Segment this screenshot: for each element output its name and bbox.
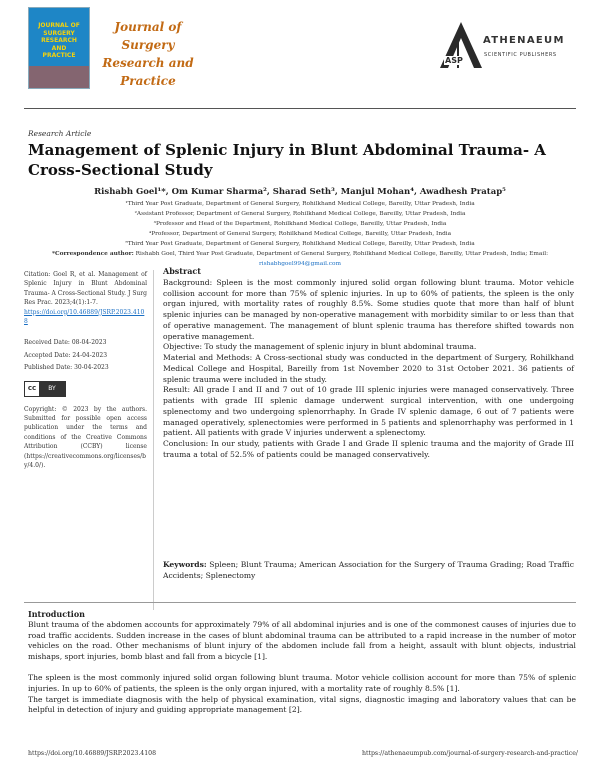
cc-by-license-badge[interactable] — [24, 381, 66, 397]
publisher-subtitle: SCIENTIFIC PUBLISHERS — [484, 52, 557, 58]
intro-paragraph-2: The spleen is the most commonly injured solid organ following blunt trauma. Motor vehicle collision account for more than 75% of splenic injuries. In up to 60% of patients, the spleen is the only organ injured, with a mortality rate of roughly 8.5% [1]. — [28, 672, 576, 693]
email-link[interactable]: rishabhgoel994@gmail.com — [258, 261, 342, 267]
by-icon: BY — [39, 382, 65, 396]
keywords-label: Keywords: — [163, 560, 207, 569]
citation-sidebar — [24, 270, 154, 610]
article-title: Management of Splenic Injury in Blunt Abdominal Trauma- A Cross-Sectional Study — [28, 141, 546, 179]
cover-graphic — [29, 66, 89, 88]
received-date: Received Date: 08-04-2023 — [24, 339, 107, 347]
correspondence-label: *Correspondence author: — [51, 251, 134, 257]
introduction — [28, 609, 576, 716]
affiliation-3: ³Professor and Head of the Department, Rohilkhand Medical College, Bareilly, Uttar Pradesh, India — [153, 221, 447, 227]
keywords-text: Spleen; Blunt Trauma; American Association for the Surgery of Trauma Grading; Road Traffic Accidents; Splenectomy — [163, 560, 574, 580]
abstract-conclusion: Conclusion: In our study, patients with Grade I and Grade II splenic trauma and the majority of Grade III trauma a total of 52.5% of patients could be managed conservatively. — [163, 439, 574, 459]
citation-text: Citation: Goel R, et al. Management of Splenic Injury in Blunt Abdominal Trauma- A Cross-Sectional Study. J Surg Res Prac. 2023;4(1):1-7. — [24, 271, 147, 307]
affiliations — [40, 199, 560, 269]
introduction-heading: Introduction — [28, 609, 85, 619]
intro-paragraph-1: Blunt trauma of the abdomen accounts for approximately 79% of all abdominal injuries and is one of the commonest causes of injuries due to road traffic accidents. Sudden increase in the cases of blunt abdominal trauma can be attributed to a rapid increase in the number of motor vehicles on the road. Other mechanisms of blunt injury of the abdomen include fall from a height, assault with blunt objects, industrial mishaps, sport injuries, bomb blast and fall from a bicycle [1]. — [28, 619, 576, 662]
affiliation-2: ²Assistant Professor, Department of General Surgery, Rohilkhand Medical College, Bareilly, Uttar Pradesh, India — [134, 211, 466, 217]
affiliation-1: ¹Third Year Post Graduate, Department of General Surgery, Rohilkhand Medical College, Bareilly, Uttar Pradesh, India — [125, 201, 475, 207]
abstract-result: Result: All grade I and II and 7 out of 10 grade III splenic injuries were managed conservatively. Three patients with grade III splenic damage underwent surgical intervention, with one undergoing splenectomy and two undergoing splenorrhaphy. In Grade IV splenic damage, 6 out of 7 patients were managed operatively, splenectomies were performed in 5 patients and splenorrhaphy was performed in 1 patient. All patients with grade V injuries underwent a splenectomy. — [163, 385, 574, 438]
accepted-date: Accepted Date: 24-04-2023 — [24, 351, 108, 359]
published-date: Published Date: 30-04-2023 — [24, 364, 109, 372]
affiliation-4: ⁴Professor, Department of General Surgery, Rohilkhand Medical College, Bareilly, Uttar Pradesh, India — [148, 231, 452, 237]
abstract-heading: Abstract — [163, 266, 201, 276]
journal-cover-image — [28, 7, 90, 89]
correspondence-text: Rishabh Goel, Third Year Post Graduate, Department of General Surgery, Rohilkhand Medical College, Bareilly, Uttar Pradesh, India; Email: — [135, 251, 549, 257]
abstract-objective: Objective: To study the management of splenic injury in blunt abdominal trauma. — [163, 342, 477, 352]
affiliation-5: ⁵Third Year Post Graduate, Department of General Surgery, Rohilkhand Medical College, Bareilly, Uttar Pradesh, India — [125, 241, 475, 247]
intro-paragraph-3: The target is immediate diagnosis with the help of physical examination, vital signs, diagnostic imaging and laboratory values that can be helpful in detection of injury and guiding appropriate management [2]. — [28, 694, 576, 715]
abstract — [163, 266, 574, 461]
article-type: Research Article — [28, 129, 92, 138]
cc-icon: cc — [25, 382, 39, 396]
section-divider — [24, 602, 576, 603]
publisher-name: ATHENAEUM — [483, 35, 565, 46]
author-list: Rishabh Goel¹*, Om Kumar Sharma², Sharad Seth³, Manjul Mohan⁴, Awadhesh Pratap⁵ — [94, 187, 506, 197]
keywords — [163, 559, 574, 581]
publisher-mark: ASP — [445, 56, 463, 65]
footer-doi[interactable]: https://doi.org/10.46889/JSRP.2023.4108 — [28, 750, 157, 757]
doi-link[interactable]: https://doi.org/10.46889/JSRP.2023.4108 — [24, 308, 145, 326]
abstract-methods: Material and Methods: A Cross-sectional study was conducted in the department of Surgery, Rohilkhand Medical College and Hospital, Bareilly from 1st November 2020 to 31st October 2021. 36 patients of splenic trauma were included in the study. — [163, 353, 574, 384]
header-rule — [24, 108, 576, 109]
abstract-background: Background: Spleen is the most commonly injured solid organ following blunt trauma. Motor vehicle collision account for more than 75% of splenic injuries. In up to 60% of patients, the spleen is the only organ injured, with mortality rates of roughly 8.5%. Some studies quote that more than half of blunt splenic injuries can be managed by non-operative management with morbidity similar to or less than that of operative management. The management of blunt splenic trauma has therefore shifted towards non operative management. — [163, 277, 574, 341]
copyright-notice: Copyright: © 2023 by the authors. Submitted for possible open access publication under the terms and conditions of the Creative Commons Attribution (CCBY) license (https://creativecommons.org/licenses/by/4.0/). — [24, 405, 147, 470]
journal-name: Journal of Surgery Research and Practice — [102, 20, 194, 88]
cover-title: JOURNAL OF SURGERY RESEARCH AND PRACTICE — [38, 22, 80, 59]
footer-url[interactable]: https://athenaeumpub.com/journal-of-surgery-research-and-practice/ — [362, 750, 578, 757]
